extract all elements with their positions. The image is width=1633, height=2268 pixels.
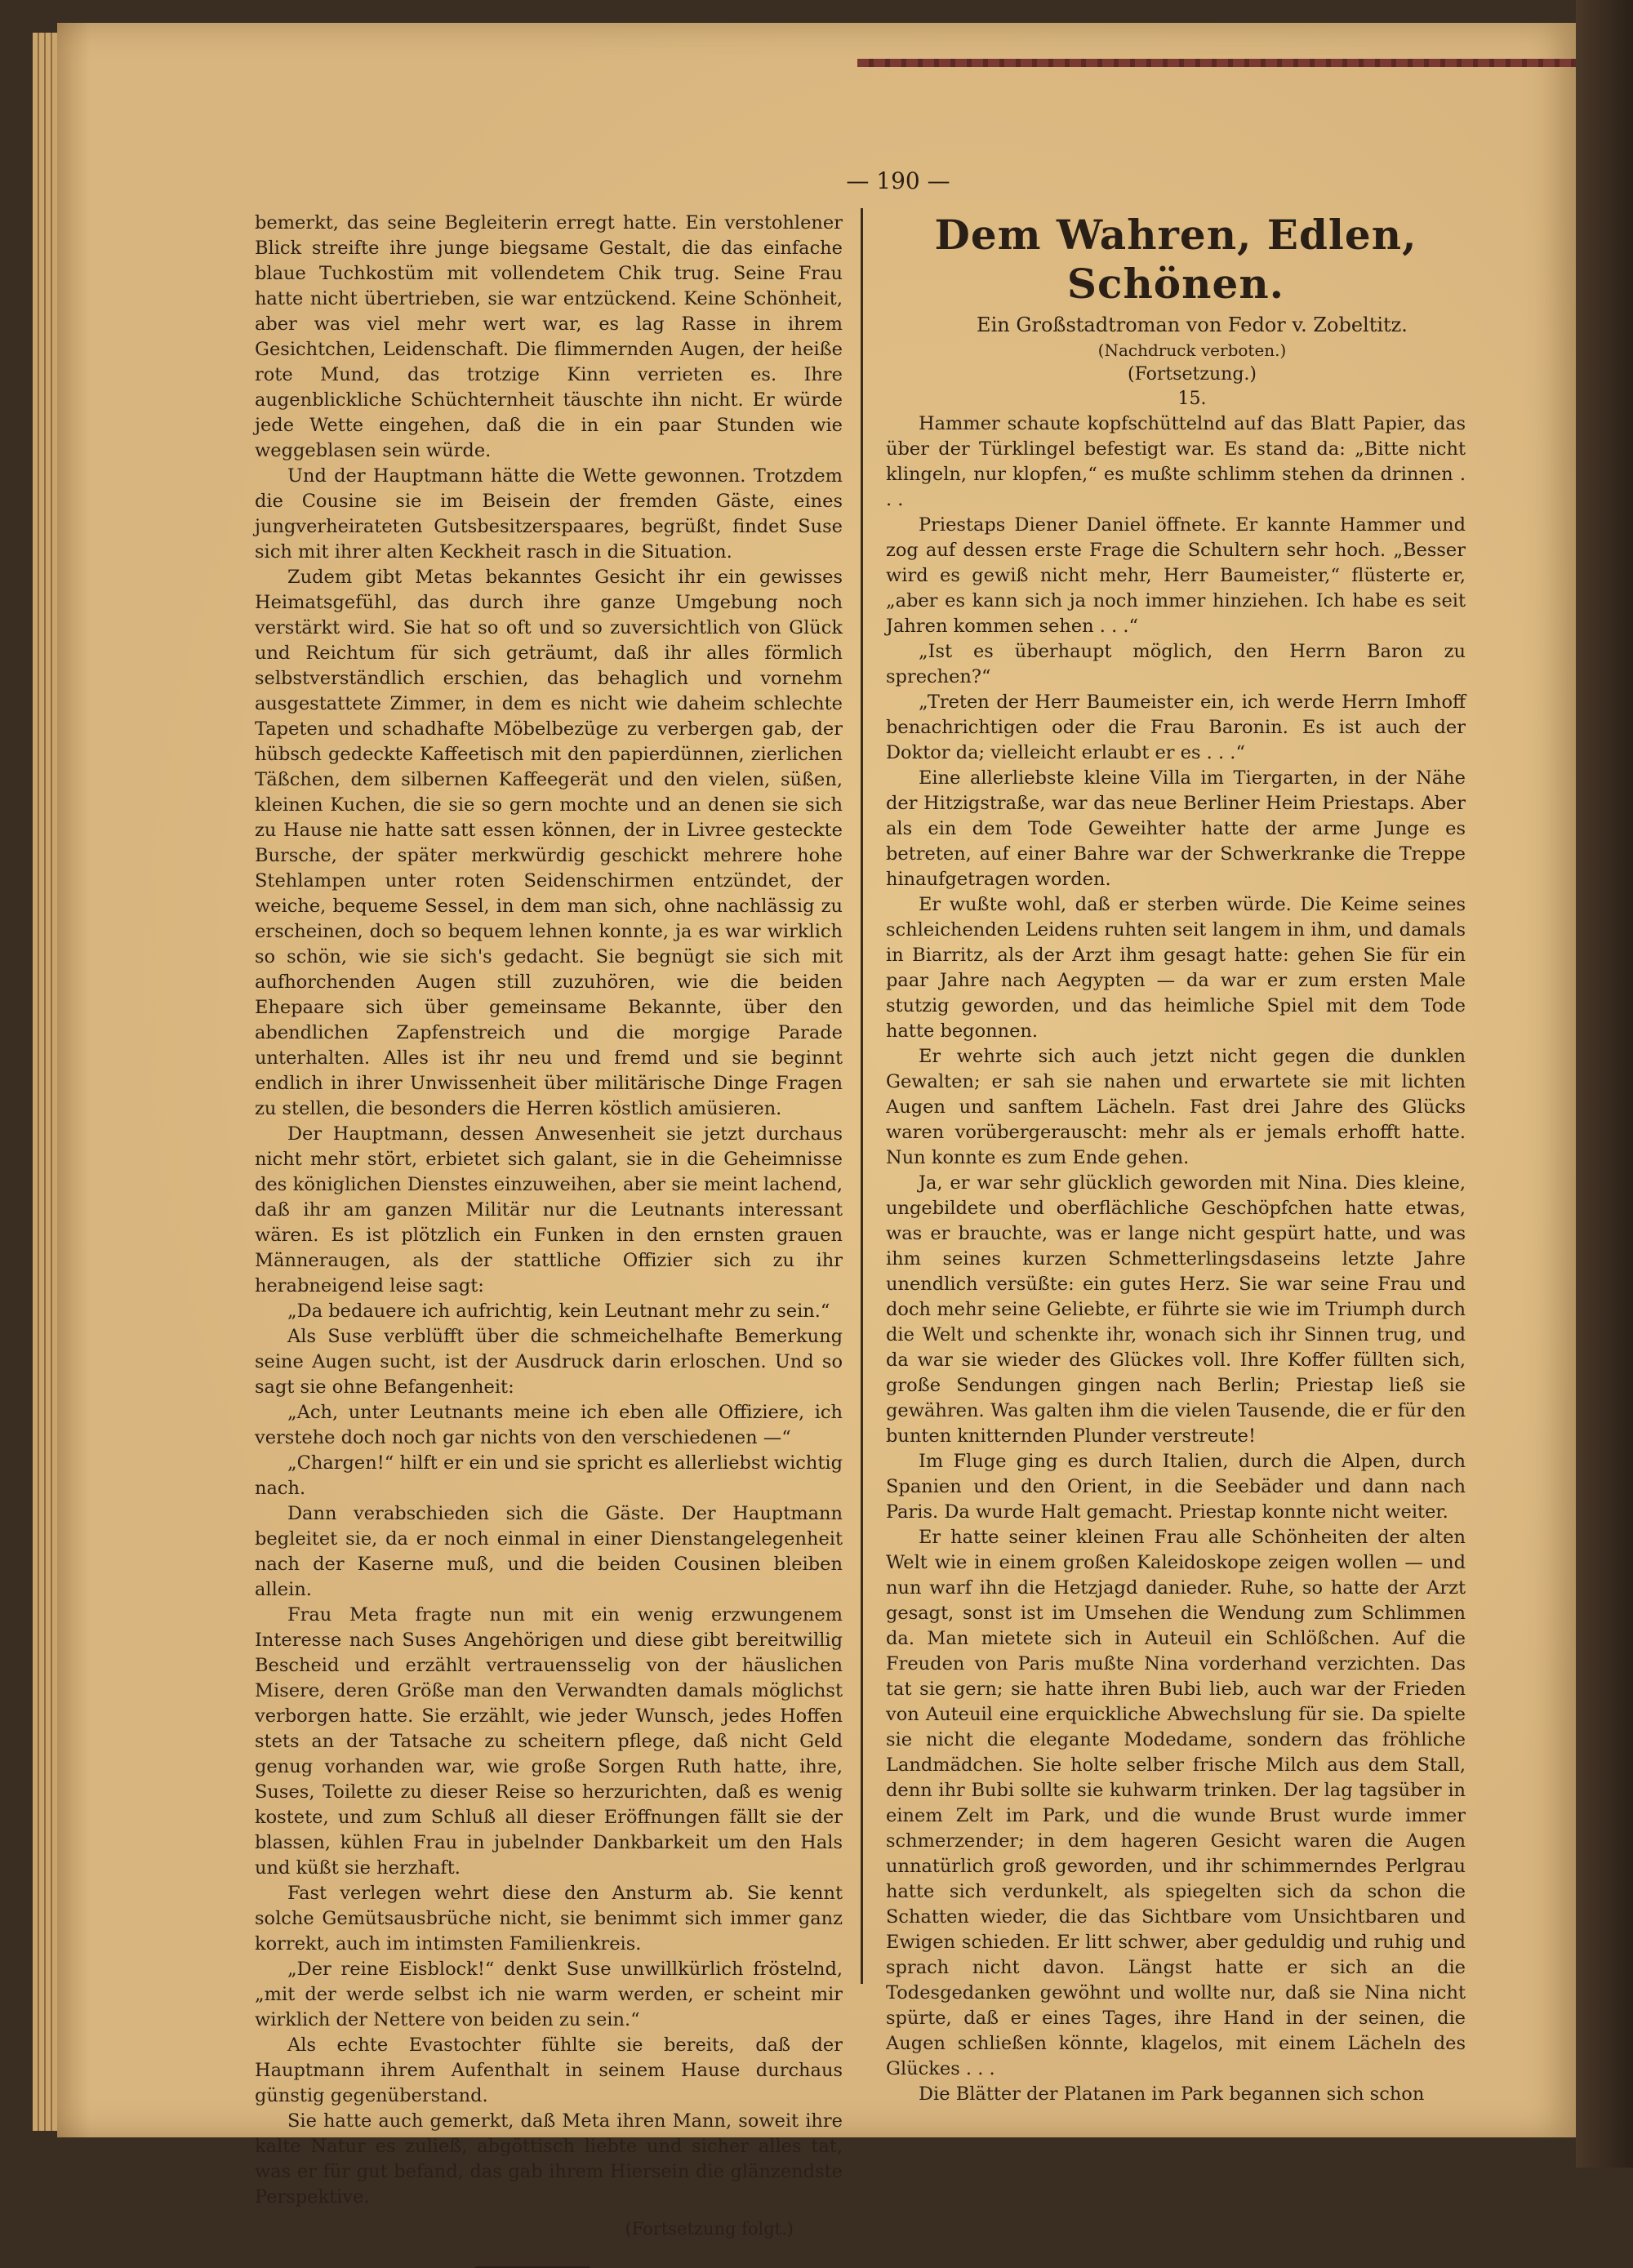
right-column [886,211,1466,2107]
right-paragraph-8: Ja, er war sehr glücklich geworden mit Nina. Dies kleine, ungebildete und oberflächliche Geschöpfchen hatte etwas, was er brauchte, was er lange nicht gespürt hatte, und was ihm seines kurzen Schmetterlingsdaseins letzte Jahre unendlich versüßte: ein gutes Herz. Sie war seine Frau und doch mehr seine Geliebte, er führte sie wie im Triumph durch die Welt und schenkte ihr, wonach sich ihr Sinnen trug, und da war sie wieder des Glückes voll. Ihre Koffer füllten sich, große Sendungen gingen nach Berlin; Priestap ließ sie gewähren. Was galten ihm die vielen Tausende, die er für den bunten knitternden Plunder verstreute! [886,1172,1466,1447]
right-paragraph-10: Er hatte seiner kleinen Frau alle Schönheiten der alten Welt wie in einem großen Kaleidoskope zeigen wollen — und nun warf ihn die Hetzjagd danieder. Ruhe, so hatte der Arzt gesagt, sonst ist im Umsehen die Wendung zum Schlimmen da. Man mietete sich in Auteuil ein Schlößchen. Auf die Freuden von Paris mußte Nina vorderhand verzichten. Das tat sie gern; sie hatte ihren Bubi lieb, auch war der Frieden von Auteuil eine erquickliche Abwechslung für sie. Da spielte sie nicht die elegante Modedame, sondern das fröhliche Landmädchen. Sie holte selber frische Milch aus dem Stall, denn ihr Bubi sollte sie kuhwarm trinken. Der lag tagsüber in einem Zelt im Park, und die wunde Brust wurde immer schmerzender; in dem hageren Gesicht waren die Augen unnatürlich groß geworden, und ihr schimmerndes Perlgrau hatte sich verdunkelt, als spiegelten sich da schon die Schatten wieder, die das Sichtbare vom Unsichtbaren und Ewigen schieden. Er litt schwer, aber geduldig und ruhig und sprach nicht davon. Längst hatte er sich an die Todesgedanken gewöhnt und wollte nur, daß sie Nina nicht spürte, daß er eines Tages, ihre Hand in der seinen, die Augen schließen könnte, klagelos, mit einem Lächeln des Glückes . . . [886,1527,1466,2079]
decorative-top-band [857,59,1576,67]
left-paragraph-3: Zudem gibt Metas bekanntes Gesicht ihr ein gewisses Heimatsgefühl, das durch ihre ganze Umgebung noch verstärkt wird. Sie hat so oft und so zuversichtlich von Glück und Reichtum für sich geträumt, daß ihr alles förmlich selbstverständlich erschien, das behaglich und vornehm ausgestattete Zimmer, in dem es nicht wie daheim schlechte Tapeten und schadhafte Möbelbezüge zu verbergen gab, der hübsch gedeckte Kaffeetisch mit den papierdünnen, zierlichen Täßchen, dem silbernen Kaffeegerät und den vielen, süßen, kleinen Kuchen, die sie so gern mochte und an denen sie sich zu Hause nie hatte satt essen können, der in Livree gesteckte Bursche, der später merkwürdig geschickt mehrere hohe Stehlampen unter roten Seidenschirmen entzündet, der weiche, bequeme Sessel, in dem man sich, ohne nachlässig zu erscheinen, doch so bequem lehnen konnte, ja es war wirklich so schön, wie sie sich's gedacht. Sie begnügt sie sich mit aufhorchenden Augen still zuzuhören, wie die beiden Ehepaare sich über gemeinsame Bekannte, über den abendlichen Zapfenstreich und die morgige Parade unterhalten. Alles ist ihr neu und fremd und sie beginnt endlich in ihrer Unwissenheit über militärische Dinge Fragen zu stellen, die besonders die Herren köstlich amüsieren. [255,567,843,1119]
left-paragraph-9: Dann verabschieden sich die Gäste. Der Hauptmann begleitet sie, da er noch einmal in einer Dienstangelegenheit nach der Kaserne muß, und die beiden Cousinen bleiben allein. [255,1503,843,1600]
continuation-note: (Fortsetzung folgt.) [625,2219,794,2239]
right-paragraph-11: Die Blätter der Platanen im Park begannen sich schon [919,2083,1425,2105]
left-paragraph-5: „Da bedauere ich aufrichtig, kein Leutnant mehr zu sein.“ [287,1301,830,1322]
left-column [255,211,843,2268]
left-paragraph-13: Als echte Evastochter fühlte sie bereits, daß der Hauptmann ihrem Aufenthalt in seinem Hause durchaus günstig gegenüberstand. [255,2035,843,2106]
right-paragraph-3: „Ist es überhaupt möglich, den Herrn Baron zu sprechen?“ [886,641,1466,687]
page-number: — 190 — [846,167,950,194]
left-paragraph-2: Und der Hauptmann hätte die Wette gewonnen. Trotzdem die Cousine sie im Beisein der fremden Gäste, eines jungverheirateten Gutsbesitzerspaares, begrüßt, findet Suse sich mit ihrer alten Keckheit rasch in die Situation. [255,465,843,563]
chapter-number: 15. [1177,389,1207,409]
story-headline: Dem Wahren, Edlen, Schönen. [934,211,1417,308]
left-paragraph-14: Sie hatte auch gemerkt, daß Meta ihren Mann, soweit ihre kalte Natur es zuließ, abgöttisch liebte und sicher alles tat, was er für gut befand, das gab ihrem Hiersein die glänzendste Perspektive. [255,2110,843,2208]
right-paragraph-7: Er wehrte sich auch jetzt nicht gegen die dunklen Gewalten; er sah sie nahen und erwartete sie mit lichten Augen und sanftem Lächeln. Fast drei Jahre des Glücks waren vorübergerauscht: mehr als er jemals erhofft hatte. Nun konnte es zum Ende gehen. [886,1046,1466,1168]
right-paragraph-9: Im Fluge ging es durch Italien, durch die Alpen, durch Spanien und den Orient, in die Seebäder und dann nach Paris. Da wurde Halt gemacht. Priestap konnte nicht weiter. [886,1451,1466,1523]
right-paragraph-5: Eine allerliebste kleine Villa im Tiergarten, in der Nähe der Hitzigstraße, war das neue Berliner Heim Priestaps. Aber als ein dem Tode Geweihter hatte der arme Junge es betreten, auf einer Bahre war der Schwerkranke die Treppe hinaufgetragen worden. [886,767,1466,890]
right-paragraph-2: Priestaps Diener Daniel öffnete. Er kannte Hammer und zog auf dessen erste Frage die Schultern sehr hoch. „Besser wird es gewiß nicht mehr, Herr Baumeister,“ flüsterte er, „aber es kann sich ja noch immer hinziehen. Ich habe es seit Jahren kommen sehen . . .“ [886,514,1466,637]
right-paragraph-6: Er wußte wohl, daß er sterben würde. Die Keime seines schleichenden Leidens ruhten seit langem in ihm, und damals in Biarritz, als der Arzt ihm gesagt hatte: gehen Sie für ein paar Jahre nach Aegypten — da war er zum ersten Male stutzig geworden, und das heimliche Spiel mit dem Tode hatte begonnen. [886,894,1466,1042]
left-paragraph-4: Der Hauptmann, dessen Anwesenheit sie jetzt durchaus nicht mehr stört, erbietet sich galant, sie in die Geheimnisse des königlichen Dienstes einzuweihen, aber sie meint lachend, daß ihr am ganzen Militär nur die Leutnants interessant wären. Es ist plötzlich ein Funken in den ernsten grauen Männeraugen, als der stattliche Offizier sich zu ihr herabneigend leise sagt: [255,1123,843,1296]
left-paragraph-10: Frau Meta fragte nun mit ein wenig erzwungenem Interesse nach Suses Angehörigen und diese gibt bereitwillig Bescheid und erzählt vertrauensselig von der häuslichen Misere, deren Größe man den Verwandten damals möglichst verborgen hatte. Sie erzählt, wie jeder Wunsch, jedes Hoffen stets an der Tatsache zu scheitern pflege, daß nicht Geld genug vorhanden war, wie große Sorgen Ruth hatte, ihre, Suses, Toilette zu dieser Reise so herzurichten, daß es wenig kostete, und zum Schluß all dieser Eröffnungen fällt sie der blassen, kühlen Frau in jubelnder Dankbarkeit um den Hals und küßt sie herzhaft. [255,1604,843,1879]
sequel-label: (Fortsetzung.) [1128,364,1257,385]
right-paragraph-1: Hammer schaute kopfschüttelnd auf das Blatt Papier, das über der Türklingel befestigt war. Es stand da: „Bitte nicht klingeln, nur klopfen,“ es mußte schlimm stehen da drinnen . . . [886,413,1466,510]
left-paragraph-1: bemerkt, das seine Begleiterin erregt hatte. Ein verstohlener Blick streifte ihre junge biegsame Gestalt, die das einfache blaue Tuchkostüm mit vollendetem Chik trug. Seine Frau hatte nicht übertrieben, sie war entzückend. Keine Schönheit, aber was viel mehr wert war, es lag Rasse in ihrem Gesichtchen, Leidenschaft. Die flimmernden Augen, der heiße rote Mund, das trotzige Kinn verrieten es. Ihre augenblickliche Schüchternheit täuschte ihn nicht. Er würde jede Wette eingehen, daß die in ein paar Stunden wie weggeblasen sein würde. [255,212,843,461]
reprint-notice: (Nachdruck verboten.) [1097,340,1287,360]
left-paragraph-8: „Chargen!“ hilft er ein und sie spricht es allerliebst wichtig nach. [255,1452,843,1499]
left-paragraph-7: „Ach, unter Leutnants meine ich eben alle Offiziere, ich verstehe doch noch gar nichts von den verschiedenen —“ [255,1402,843,1448]
column-divider [861,208,863,1984]
story-subtitle: Ein Großstadtroman von Fedor v. Zobeltitz. [977,314,1408,336]
right-paragraph-4: „Treten der Herr Baumeister ein, ich werde Herrn Imhoff benachrichtigen oder die Frau Baronin. Es ist auch der Doktor da; vielleicht erlaubt er es . . .“ [886,692,1466,763]
left-paragraph-6: Als Suse verblüfft über die schmeichelhafte Bemerkung seine Augen sucht, ist der Ausdruck darin erloschen. Und so sagt sie ohne Befangenheit: [255,1326,843,1398]
left-paragraph-11: Fast verlegen wehrt diese den Ansturm ab. Sie kennt solche Gemütsausbrüche nicht, sie benimmt sich immer ganz korrekt, auch im intimsten Familienkreis. [255,1883,843,1954]
book-binding [1576,0,1633,2168]
left-paragraph-12: „Der reine Eisblock!“ denkt Suse unwillkürlich fröstelnd, „mit der werde selbst ich nie warm werden, er scheint mir wirklich der Nettere von beiden zu sein.“ [255,1959,843,2030]
